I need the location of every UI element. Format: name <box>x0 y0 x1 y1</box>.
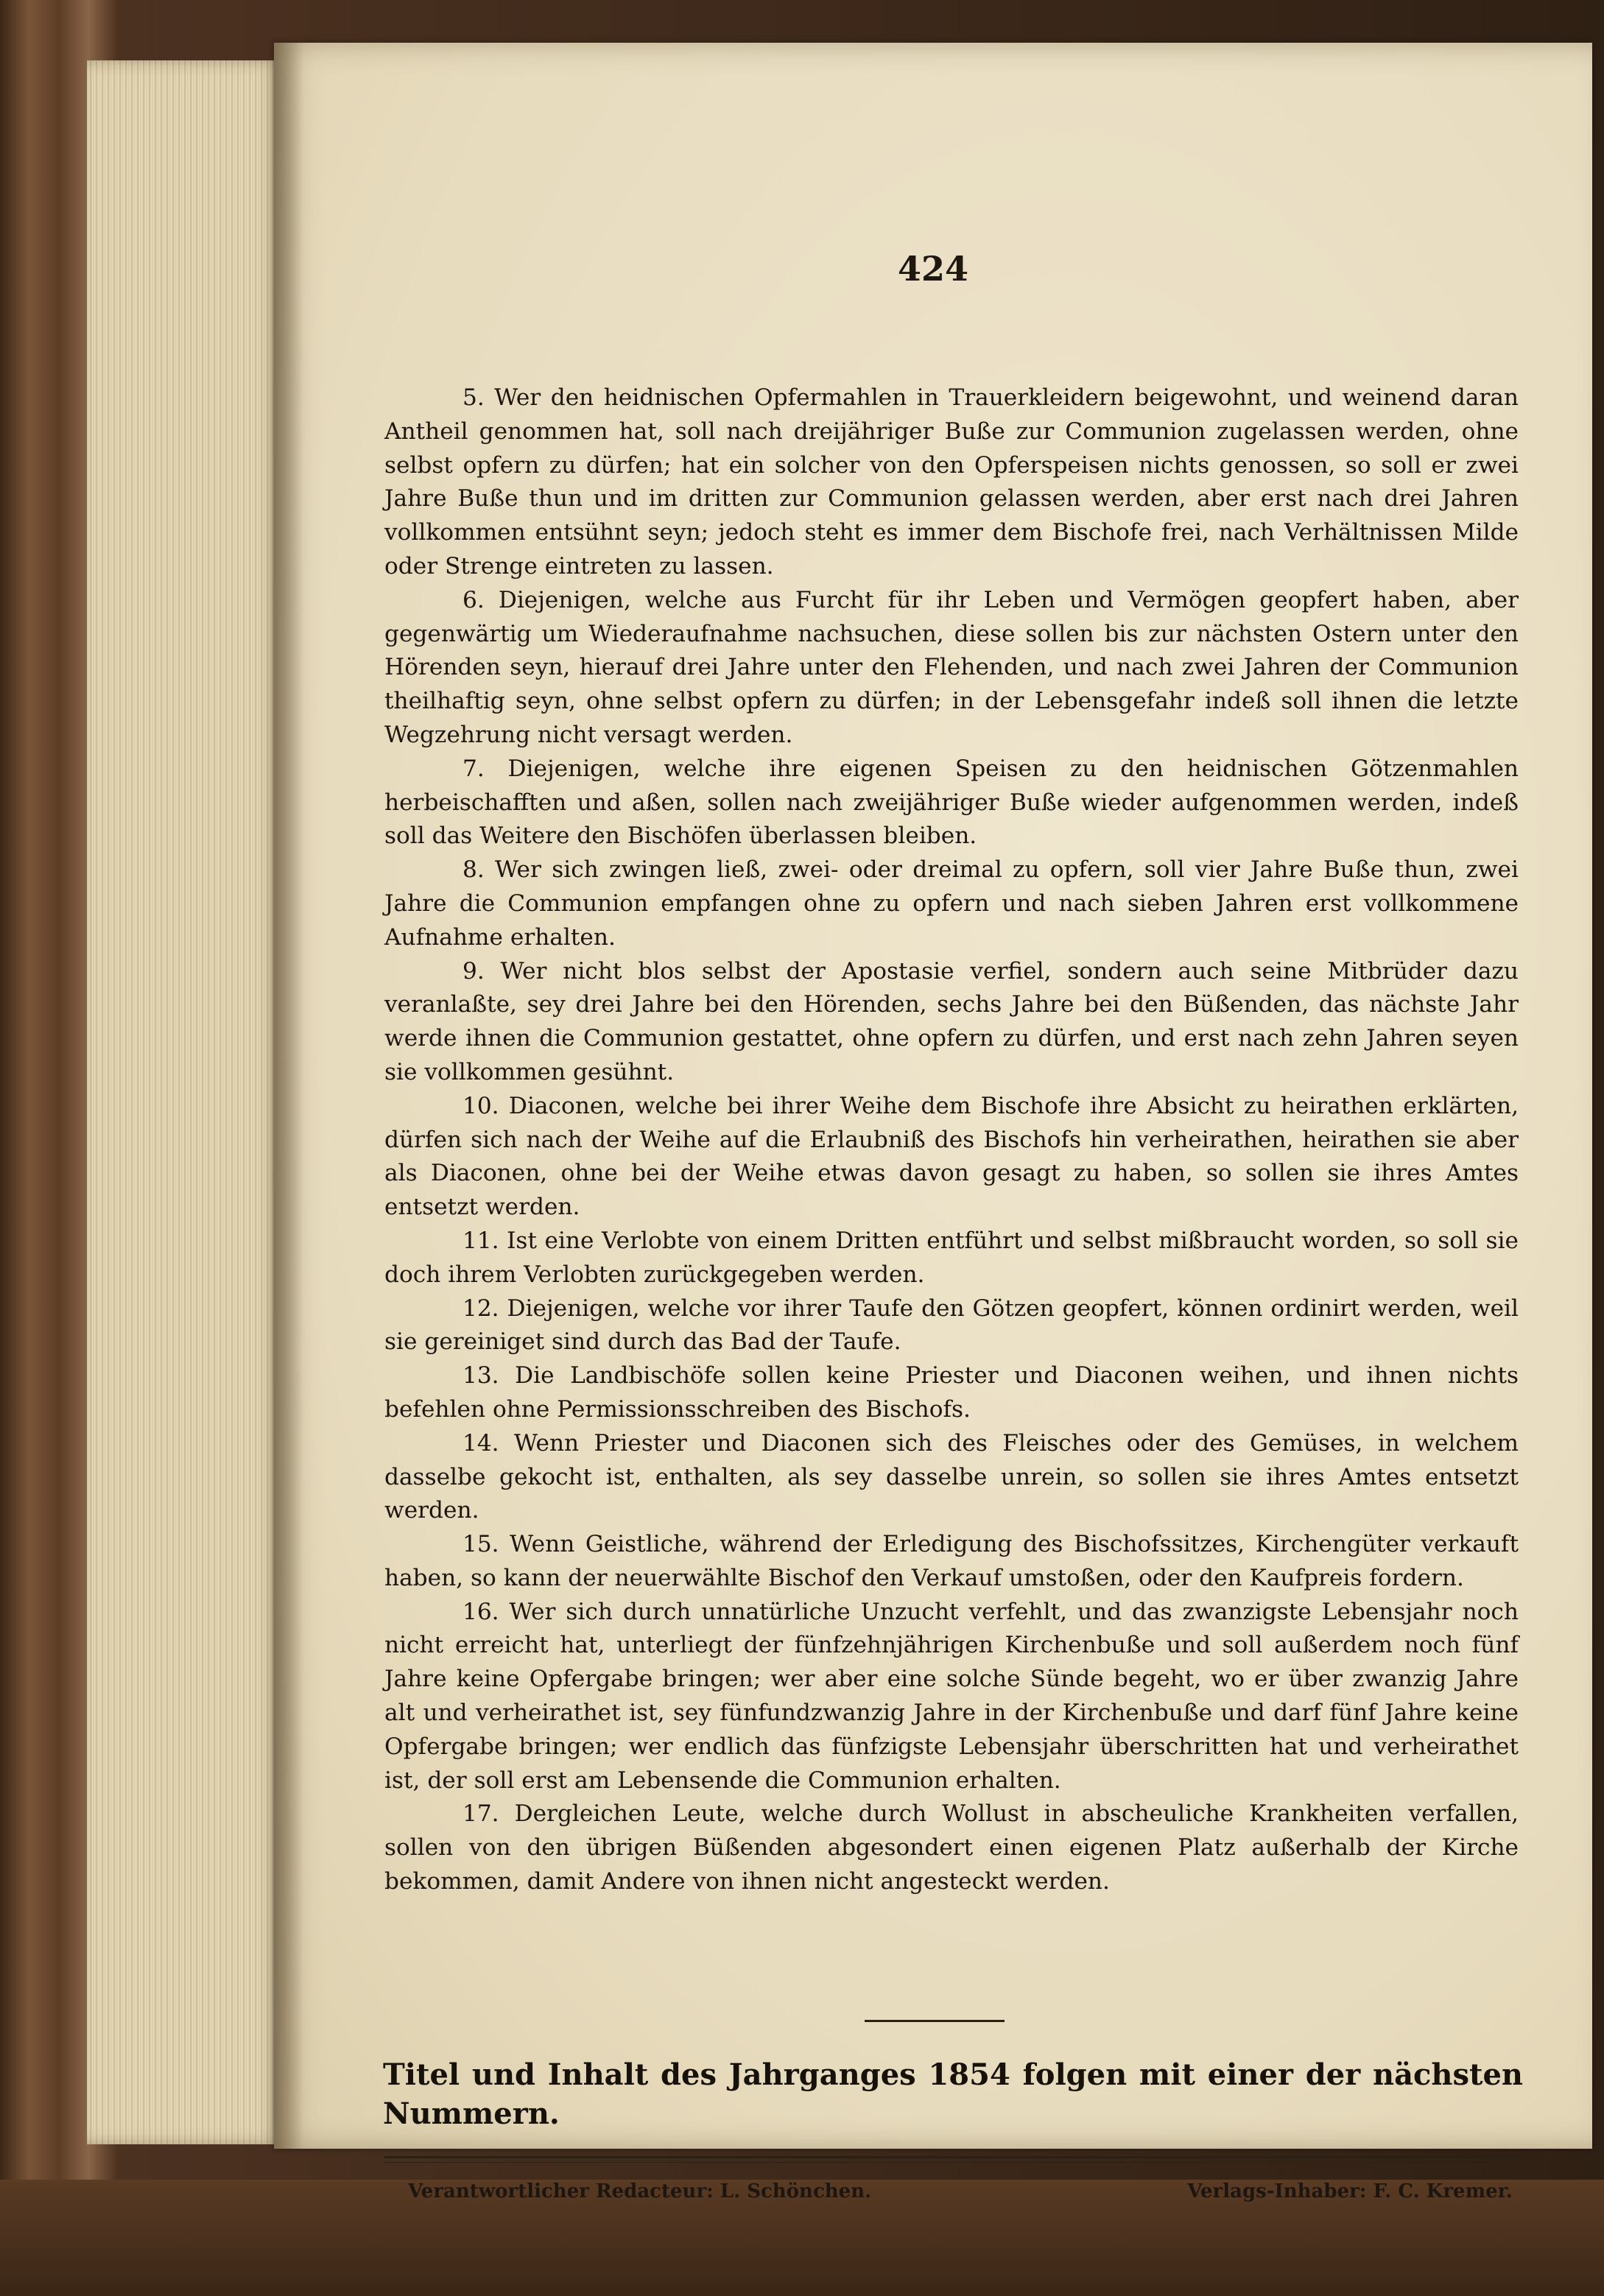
publisher-credit: Verlags-Inhaber: F. C. Kremer. <box>1187 2180 1513 2202</box>
paragraph-canon-5: 5. Wer den heidnischen Opfermahlen in Trauerkleidern beigewohnt, und weinend daran Antheil genommen hat, soll nach dreijähriger Buße zur Communion zugelassen werden, ohne selbst opfern zu dürfen; hat ein solcher von den Opferspeisen nichts genossen, so soll er zwei Jahre Buße thun und im dritten zur Communion gelassen werden, aber erst nach drei Jahren vollkommen entsühnt seyn; jedoch steht es immer dem Bischofe frei, nach Verhältnissen Milde oder Strenge eintreten zu lassen. <box>384 384 1519 580</box>
spine-shadow <box>274 43 303 2149</box>
paragraph-canon-9: 9. Wer nicht blos selbst der Apostasie verfiel, sondern auch seine Mitbrüder dazu veranlaßte, sey drei Jahre bei den Hörenden, sechs Jahre bei den Büßenden, das nächste Jahr werde ihnen die Communion gestattet, ohne opfern zu dürfen, und erst nach zehn Jahren seyen sie vollkommen gesühnt. <box>384 957 1519 1085</box>
paragraph-canon-16: 16. Wer sich durch unnatürliche Unzucht verfehlt, und das zwanzigste Lebensjahr noch nicht erreicht hat, unterliegt der fünfzehnjährigen Kirchenbuße und soll außerdem noch fünf Jahre keine Opfergabe bringen; wer aber eine solche Sünde begeht, wo er über zwanzig Jahre alt und verheirathet ist, sey fünfundzwanzig Jahre in der Kirchenbuße und darf fünf Jahre keine Opfergabe bringen; wer endlich das fünfzigste Lebensjahr überschritten hat und verheirathet ist, der soll erst am Lebensende die Communion erhalten. <box>384 1598 1519 1794</box>
paragraph-canon-14: 14. Wenn Priester und Diaconen sich des Fleisches oder des Gemüses, in welchem dasselbe gekocht ist, enthalten, als sey dasselbe unrein, so sollen sie ihres Amtes entsetzt werden. <box>384 1429 1519 1524</box>
paragraph-canon-15: 15. Wenn Geistliche, während der Erledigung des Bischofssitzes, Kirchengüter verkauft haben, so kann der neuerwählte Bischof den Verkauf umstoßen, oder den Kaufpreis fordern. <box>384 1531 1519 1591</box>
paragraph-canon-13: 13. Die Landbischöfe sollen keine Priester und Diaconen weihen, und ihnen nichts befehlen ohne Permissionsschreiben des Bischofs. <box>384 1362 1519 1423</box>
footer-rule-thin <box>384 2162 1519 2163</box>
paragraph-canon-11: 11. Ist eine Verlobte von einem Dritten entführt und selbst mißbraucht worden, so soll sie doch ihrem Verlobten zurückgegeben werden. <box>384 1227 1519 1288</box>
volume-notice: Titel und Inhalt des Jahrganges 1854 folgen mit einer der nächsten Nummern. <box>383 2057 1523 2131</box>
paragraph-canon-10: 10. Diaconen, welche bei ihrer Weihe dem Bischofe ihre Absicht zu heirathen erklärten, dürfen sich nach der Weihe auf die Erlaubniß des Bischofs hin verheirathen, heirathen sie aber als Diaconen, ohne bei der Weihe etwas davon gesagt zu haben, so sollen sie ihres Amtes entsetzt werden. <box>384 1092 1519 1221</box>
paragraph-canon-6: 6. Diejenigen, welche aus Furcht für ihr Leben und Vermögen geopfert haben, aber gegenwärtig um Wiederaufnahme nachsuchen, diese sollen bis zur nächsten Ostern unter den Hörenden seyn, hierauf drei Jahre unter den Flehenden, und nach zwei Jahren der Communion theilhaftig seyn, ohne selbst opfern zu dürfen; in der Lebensgefahr indeß soll ihnen die letzte Wegzehrung nicht versagt werden. <box>384 586 1519 748</box>
footer-rule-thick <box>384 2156 1519 2158</box>
paragraph-canon-12: 12. Diejenigen, welche vor ihrer Taufe den Götzen geopfert, können ordinirt werden, weil sie gereiniget sind durch das Bad der Taufe. <box>384 1295 1519 1356</box>
paragraph-canon-17: 17. Dergleichen Leute, welche durch Wollust in abscheuliche Krankheiten verfallen, sollen von den übrigen Büßenden abgesondert einen eigenen Platz außerhalb der Kirche bekommen, damit Andere von ihnen nicht angesteckt werden. <box>384 1800 1519 1895</box>
book-page <box>274 43 1592 2202</box>
paragraph-canon-8: 8. Wer sich zwingen ließ, zwei- oder dreimal zu opfern, soll vier Jahre Buße thun, zwei Jahre die Communion empfangen ohne zu opfern und nach sieben Jahren erst vollkommene Aufnahme erhalten. <box>384 856 1519 951</box>
page-number: 424 <box>897 249 969 289</box>
editor-credit: Verantwortlicher Redacteur: L. Schönchen. <box>408 2180 872 2202</box>
page-block-edges <box>87 60 280 2144</box>
paragraph-canon-7: 7. Diejenigen, welche ihre eigenen Speisen zu den heidnischen Götzenmahlen herbeischafften und aßen, sollen nach zweijähriger Buße wieder aufgenommen werden, indeß soll das Weitere den Bischöfen überlassen bleiben. <box>384 755 1519 850</box>
page-body <box>384 381 1519 1899</box>
section-divider <box>865 2020 1005 2022</box>
